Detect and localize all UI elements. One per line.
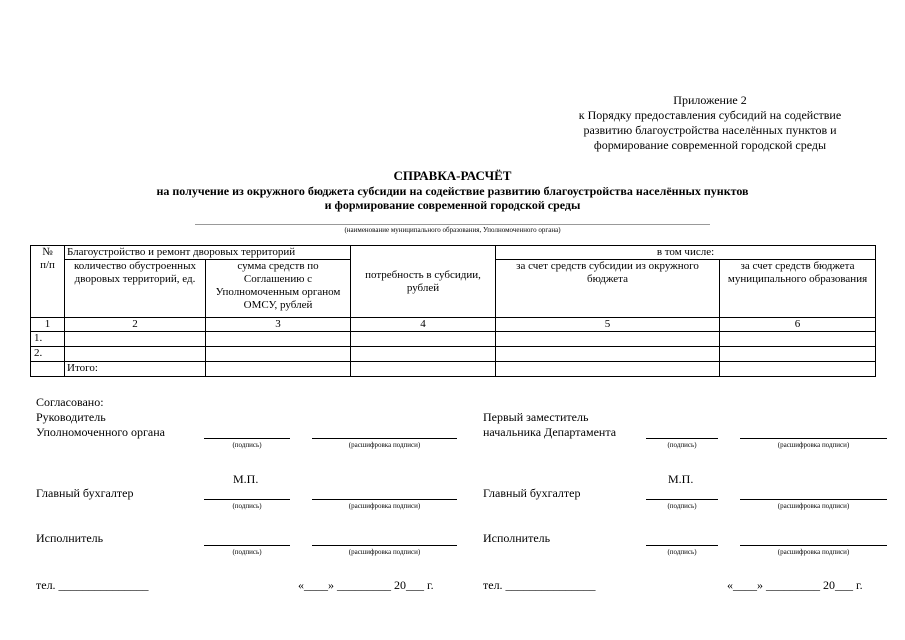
decode-caption: (расшифровка подписи): [777, 441, 850, 449]
header-number-line: п/п: [40, 259, 55, 271]
decode-caption: (расшифровка подписи): [777, 502, 850, 510]
header-district-budget: за счет средств субсидии из окружного бюджета: [496, 260, 720, 318]
accountant-decode-line[interactable]: [312, 499, 457, 500]
column-number: 1: [31, 318, 65, 332]
table-cell: [31, 362, 65, 377]
appendix-line: развитию благоустройства населённых пунктов и: [583, 123, 837, 137]
decode-caption: (расшифровка подписи): [348, 548, 421, 556]
header-agreement-sum: сумма средств по Соглашению с Уполномоченным органом ОМСУ, рублей: [206, 260, 351, 318]
column-number: 2: [65, 318, 206, 332]
table-cell[interactable]: [720, 347, 876, 362]
header-municipal-budget: за счет средств бюджета муниципального образования: [720, 260, 876, 318]
header-subsidy-need: потребность в субсидии, рублей: [351, 246, 496, 318]
agreed-label: Согласовано:: [36, 395, 104, 409]
executor-decode-line[interactable]: [740, 545, 887, 546]
column-number: 4: [351, 318, 496, 332]
deputy-title-line: Первый заместитель: [483, 410, 589, 424]
signature-caption: (подпись): [667, 502, 697, 510]
table-cell[interactable]: [206, 347, 351, 362]
deputy-decode-line[interactable]: [740, 438, 887, 439]
signature-caption: (подпись): [667, 441, 697, 449]
head-title-line: Уполномоченного органа: [36, 425, 165, 439]
executor-signature-line[interactable]: [204, 545, 290, 546]
table-cell[interactable]: [496, 362, 720, 377]
header-number-line: №: [42, 246, 53, 258]
document-title: СПРАВКА-РАСЧЁТ: [393, 168, 512, 183]
decode-caption: (расшифровка подписи): [777, 548, 850, 556]
date-field[interactable]: «____» _________ 20___ г.: [298, 578, 434, 592]
decode-caption: (расшифровка подписи): [348, 441, 421, 449]
header-courtyard-group: Благоустройство и ремонт дворовых территорий: [65, 246, 351, 260]
document-subtitle: на получение из окружного бюджета субсидии на содействие развитию благоустройства населённых пунктов: [156, 184, 749, 198]
column-number: 5: [496, 318, 720, 332]
signature-caption: (подпись): [667, 548, 697, 556]
document-title-block: [30, 168, 875, 212]
document-subtitle: и формирование современной городской среды: [324, 198, 581, 212]
appendix-line: Приложение 2: [673, 93, 747, 107]
header-courtyard-count: количество обустроенных дворовых территорий, ед.: [65, 260, 206, 318]
appendix-line: к Порядку предоставления субсидий на содействие: [578, 108, 842, 122]
table-cell[interactable]: [206, 362, 351, 377]
executor-signature-line[interactable]: [646, 545, 718, 546]
table-cell[interactable]: [351, 332, 496, 347]
appendix-note: [540, 93, 880, 153]
signature-caption: (подпись): [232, 502, 262, 510]
head-title-line: Руководитель: [36, 410, 106, 424]
header-including: в том числе:: [496, 246, 876, 260]
deputy-title-line: начальника Департамента: [483, 425, 617, 439]
phone-field[interactable]: тел. _______________: [483, 578, 596, 592]
organization-name-caption: (наименование муниципального образования, Уполномоченного органа): [344, 226, 561, 234]
signature-caption: (подпись): [232, 548, 262, 556]
executor-decode-line[interactable]: [312, 545, 457, 546]
deputy-signature-line[interactable]: [646, 438, 718, 439]
head-signature-line[interactable]: [204, 438, 290, 439]
calculation-table: [30, 245, 876, 377]
column-number: 3: [206, 318, 351, 332]
table-row: [31, 347, 876, 362]
phone-field[interactable]: тел. _______________: [36, 578, 149, 592]
table-cell[interactable]: [65, 332, 206, 347]
table-cell[interactable]: [351, 347, 496, 362]
chief-accountant-label: Главный бухгалтер: [483, 486, 581, 500]
head-decode-line[interactable]: [312, 438, 457, 439]
chief-accountant-label: Главный бухгалтер: [36, 486, 134, 500]
date-field[interactable]: «____» _________ 20___ г.: [727, 578, 863, 592]
executor-label: Исполнитель: [483, 531, 551, 545]
organization-name-line[interactable]: [195, 224, 710, 225]
accountant-signature-line[interactable]: [204, 499, 290, 500]
decode-caption: (расшифровка подписи): [348, 502, 421, 510]
row-number: 1.: [31, 332, 65, 347]
stamp-label: М.П.: [233, 472, 259, 486]
signature-caption: (подпись): [232, 441, 262, 449]
table-cell[interactable]: [496, 347, 720, 362]
table-row-total: [31, 362, 876, 377]
column-number: 6: [720, 318, 876, 332]
row-number: 2.: [31, 347, 65, 362]
total-label: Итого:: [65, 362, 206, 377]
accountant-decode-line[interactable]: [740, 499, 887, 500]
stamp-label: М.П.: [668, 472, 694, 486]
table-cell[interactable]: [720, 332, 876, 347]
header-number: [31, 246, 65, 318]
table-cell[interactable]: [65, 347, 206, 362]
accountant-signature-line[interactable]: [646, 499, 718, 500]
executor-label: Исполнитель: [36, 531, 104, 545]
table-cell[interactable]: [720, 362, 876, 377]
appendix-line: формирование современной городской среды: [593, 138, 827, 152]
table-cell[interactable]: [351, 362, 496, 377]
table-row: [31, 332, 876, 347]
table-cell[interactable]: [496, 332, 720, 347]
table-cell[interactable]: [206, 332, 351, 347]
